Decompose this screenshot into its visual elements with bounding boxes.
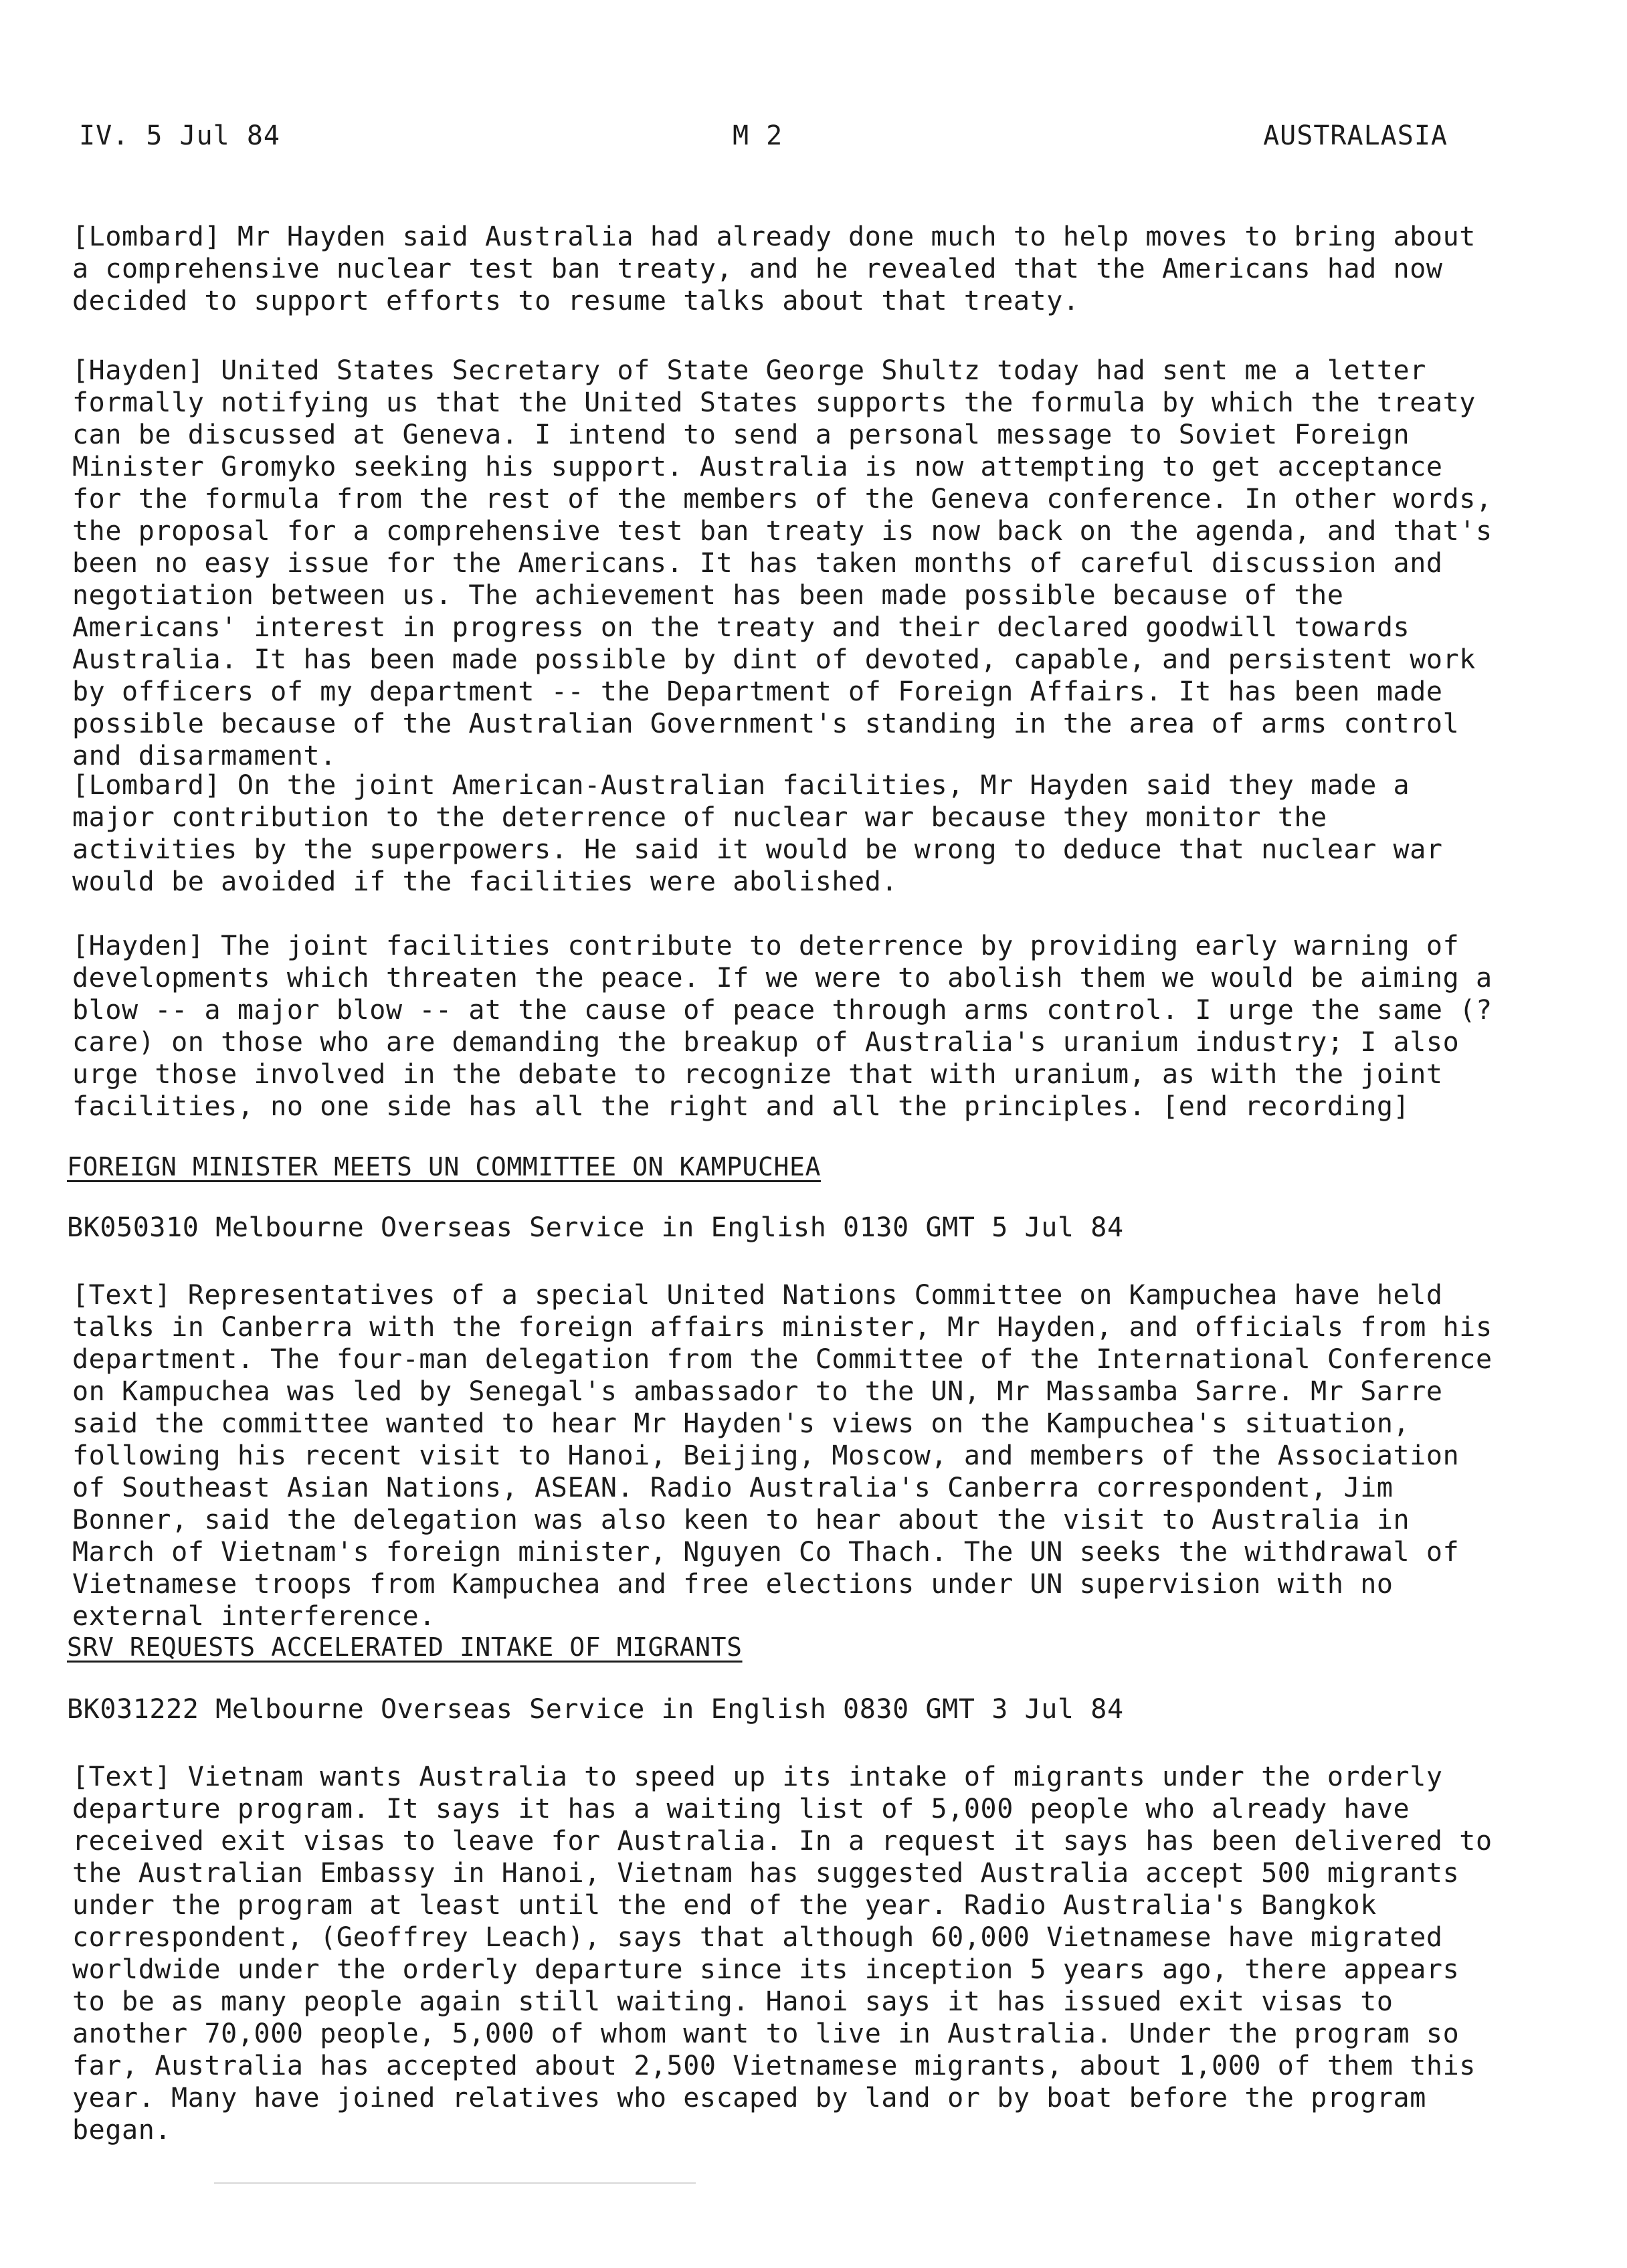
paragraph-hayden-deterrence: [Hayden] The joint facilities contribute to deterrence by providing early warning of developments which threaten the peace. If we were to abolish them we would be aiming a blow -- a major blow -- at the cause of peace through arms control. I urge the same (?care) on those who are demanding the breakup of Australia's uranium industry; I also urge those involved in the debate to recognize that with uranium, as with the joint facilities, no one side has all the right and all the principles. [end recording] — [72, 931, 1493, 1122]
page-header-region: AUSTRALASIA — [1263, 120, 1448, 151]
paragraph-lombard-test-ban: [Lombard] Mr Hayden said Australia had already done much to help moves to bring about a comprehensive nuclear test ban treaty, and he revealed that the Americans had now decided to support efforts to resume talks about that treaty. — [72, 221, 1476, 316]
page-number: M 2 — [733, 120, 783, 151]
section-heading-migrants: SRV REQUESTS ACCELERATED INTAKE OF MIGRANTS — [67, 1632, 743, 1662]
scan-artifact-line — [214, 2182, 696, 2184]
paragraph-hayden-geneva: [Hayden] United States Secretary of State George Shultz today had sent me a letter formally notifying us that the United States supports the formula by which the treaty can be discussed at Geneva. I intend to send a personal message to Soviet Foreign Minister Gromyko seeking his support. Australia is now attempting to get acceptance for the formula from the rest of the members of the Geneva conference. In other words, the proposal for a comprehensive test ban treaty is now back on the agenda, and that's been no easy issue for the Americans. It has taken months of careful discussion and negotiation between us. The achievement has been made possible because of the Americans' interest in progress on the treaty and their declared goodwill towards Australia. It has been made possible by dint of devoted, capable, and persistent work by officers of my department -- the Department of Foreign Affairs. It has been made possible because of the Australian Government's standing in the area of arms control and disarmament. — [72, 355, 1493, 771]
paragraph-kampuchea-committee: [Text] Representatives of a special United Nations Committee on Kampuchea have held talks in Canberra with the foreign affairs minister, Mr Hayden, and officials from his department. The four-man delegation from the Committee of the International Conference on Kampuchea was led by Senegal's ambassador to the UN, Mr Massamba Sarre. Mr Sarre said the committee wanted to hear Mr Hayden's views on the Kampuchea's situation, following his recent visit to Hanoi, Beijing, Moscow, and members of the Association of Southeast Asian Nations, ASEAN. Radio Australia's Canberra correspondent, Jim Bonner, said the delegation was also keen to hear about the visit to Australia in March of Vietnam's foreign minister, Nguyen Co Thach. The UN seeks the withdrawal of Vietnamese troops from Kampuchea and free elections under UN supervision with no external interference. — [72, 1280, 1493, 1632]
page-header-date: IV. 5 Jul 84 — [79, 120, 280, 151]
paragraph-migrants: [Text] Vietnam wants Australia to speed up its intake of migrants under the orderly departure program. It says it has a waiting list of 5,000 people who already have received exit visas to leave for Australia. In a request it says has been delivered to the Australian Embassy in Hanoi, Vietnam has suggested Australia accept 500 migrants under the program at least until the end of the year. Radio Australia's Bangkok correspondent, (Geoffrey Leach), says that although 60,000 Vietnamese have migrated worldwide under the orderly departure since its inception 5 years ago, there appears to be as many people again still waiting. Hanoi says it has issued exit visas to another 70,000 people, 5,000 of whom want to live in Australia. Under the program so far, Australia has accepted about 2,500 Vietnamese migrants, about 1,000 of them this year. Many have joined relatives who escaped by land or by boat before the program began. — [72, 1762, 1493, 2146]
dateline-kampuchea: BK050310 Melbourne Overseas Service in English 0130 GMT 5 Jul 84 — [67, 1212, 1124, 1243]
paragraph-lombard-facilities: [Lombard] On the joint American-Australian facilities, Mr Hayden said they made a major contribution to the deterrence of nuclear war because they monitor the activities by the superpowers. He said it would be wrong to deduce that nuclear war would be avoided if the facilities were abolished. — [72, 770, 1443, 897]
section-heading-kampuchea: FOREIGN MINISTER MEETS UN COMMITTEE ON KAMPUCHEA — [67, 1152, 821, 1182]
dateline-migrants: BK031222 Melbourne Overseas Service in English 0830 GMT 3 Jul 84 — [67, 1694, 1124, 1725]
